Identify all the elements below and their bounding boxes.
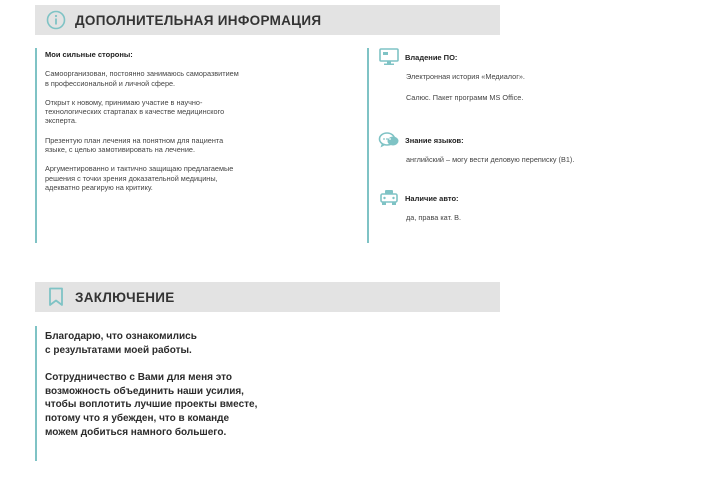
conclusion-paragraph: Благодарю, что ознакомились с результатами моей работы. [45, 331, 197, 356]
section-header-conclusion [35, 282, 500, 312]
section-title-conclusion: ЗАКЛЮЧЕНИЕ [75, 289, 175, 305]
software-block [378, 48, 698, 114]
car-title: Наличие авто: [405, 193, 459, 203]
conclusion-text [45, 330, 465, 453]
software-line: Электронная история «Медиалог». [406, 72, 525, 81]
software-title: Владение ПО: [405, 52, 458, 62]
strength-paragraph: Аргументированно и тактично защищаю предлагаемые решения с точки зрения доказательной медицины, адекватно реагирую на критику. [45, 164, 234, 192]
computer-icon [378, 48, 400, 66]
strength-paragraph: Презентую план лечения на понятном для пациента языке, с целью замотивировать на лечение. [45, 135, 224, 155]
strengths-block [45, 50, 370, 202]
software-line: Cалюс. Пакет программ MS Office. [406, 93, 524, 102]
bookmark-icon [45, 286, 67, 308]
car-icon [378, 189, 400, 207]
strength-paragraph: Самоорганизован, постоянно занимаюсь саморазвитием в профессиональной и личной сфере. [45, 69, 239, 88]
strengths-heading: Мои сильные стороны: [45, 50, 133, 59]
section-header-additional-info [35, 5, 500, 35]
conclusion-divider [35, 326, 37, 461]
strength-paragraph: Открыт к новому, принимаю участие в научно- технологических стартапах в качестве медицинского эксперта. [45, 97, 225, 126]
languages-block [378, 131, 698, 176]
left-divider [35, 48, 37, 243]
languages-title: Знание языков: [405, 135, 464, 145]
conclusion-paragraph: Сотрудничество с Вами для меня это возможность объединить наши усилия, чтобы воплотить лучшие проекты вместе, потому что я убежден, что в команде можем добиться намного большего. [45, 372, 258, 438]
car-block [378, 189, 698, 234]
car-line: да, права кат. B. [406, 213, 462, 222]
languages-line: английский – могу вести деловую переписку (B1). [406, 155, 575, 164]
section-title-additional: ДОПОЛНИТЕЛЬНАЯ ИНФОРМАЦИЯ [75, 12, 322, 28]
chat-bubbles-icon [378, 131, 400, 149]
info-icon [45, 9, 67, 31]
